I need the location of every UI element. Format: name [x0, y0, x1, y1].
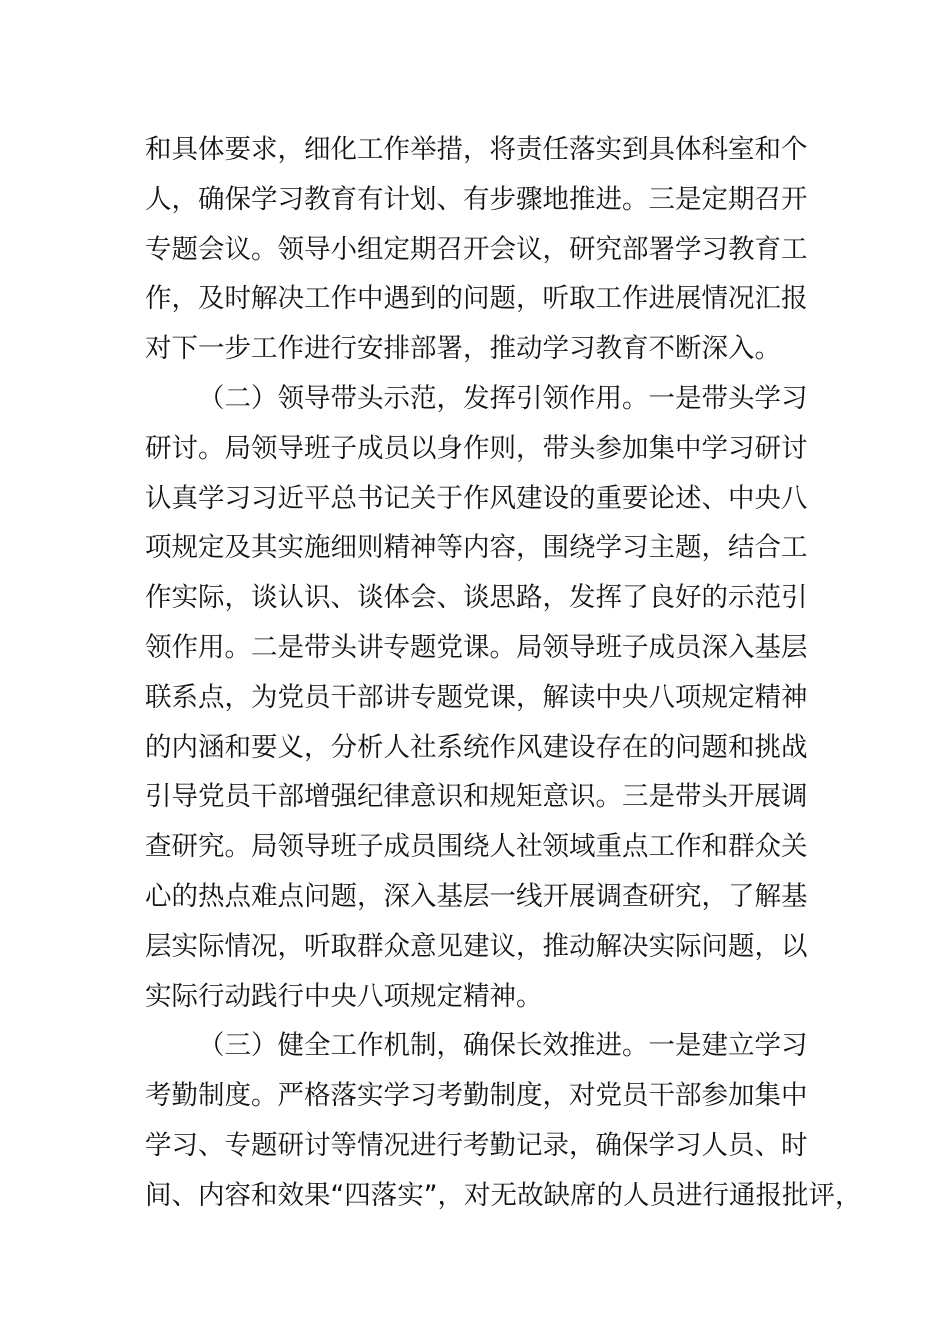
text-line: 对下一步工作进行安排部署，推动学习教育不断深入。	[145, 333, 781, 365]
text-line: 认真学习习近平总书记关于作风建设的重要论述、中央八	[145, 482, 808, 514]
text-line: 心的热点难点问题，深入基层一线开展调查研究，了解基	[145, 880, 808, 912]
text-line: 联系点，为党员干部讲专题党课，解读中央八项规定精神	[145, 681, 808, 713]
text-line: 学习、专题研讨等情况进行考勤记录，确保学习人员、时	[145, 1129, 808, 1161]
text-line: 的内涵和要义，分析人社系统作风建设存在的问题和挑战	[145, 731, 808, 763]
text-line: 项规定及其实施细则精神等内容，围绕学习主题，结合工	[145, 532, 808, 564]
text-line: 人，确保学习教育有计划、有步骤地推进。三是定期召开	[145, 183, 808, 215]
text-line: 考勤制度。严格落实学习考勤制度，对党员干部参加集中	[145, 1080, 808, 1112]
text-line: 查研究。局领导班子成员围绕人社领域重点工作和群众关	[145, 831, 808, 863]
text-line: 和具体要求，细化工作举措，将责任落实到具体科室和个	[145, 134, 808, 165]
text-line: 实际行动践行中央八项规定精神。	[145, 980, 543, 1012]
text-line: 引导党员干部增强纪律意识和规矩意识。三是带头开展调	[145, 781, 808, 813]
text-line: 间、内容和效果“四落实”，对无故缺席的人员进行通报批评，	[145, 1179, 862, 1211]
paragraph-heading-line: （二）领导带头示范，发挥引领作用。一是带头学习	[198, 382, 808, 414]
text-line: 作实际，谈认识、谈体会、谈思路，发挥了良好的示范引	[145, 582, 808, 614]
text-line: 层实际情况，听取群众意见建议，推动解决实际问题，以	[145, 930, 808, 962]
paragraph-heading-line: （三）健全工作机制，确保长效推进。一是建立学习	[198, 1030, 808, 1062]
text-line: 作，及时解决工作中遇到的问题，听取工作进展情况汇报	[145, 283, 808, 315]
text-line: 领作用。二是带头讲专题党课。局领导班子成员深入基层	[145, 631, 808, 663]
text-line: 专题会议。领导小组定期召开会议，研究部署学习教育工	[145, 233, 808, 265]
body-text	[145, 125, 862, 1221]
text-line: 研讨。局领导班子成员以身作则，带头参加集中学习研讨	[145, 432, 808, 464]
